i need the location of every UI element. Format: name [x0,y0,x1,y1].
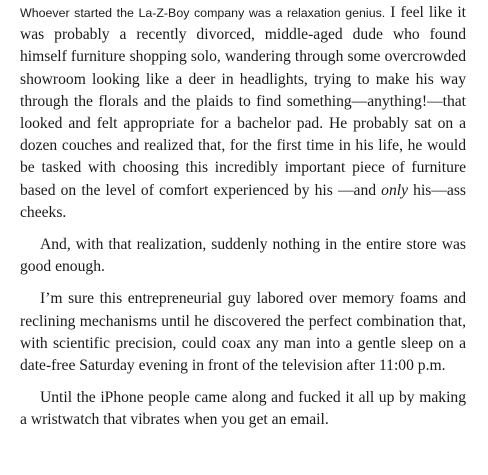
paragraph-4: Until the iPhone people came along and fucked it all up by making a wristwatch that vibrates when you get an email. [20,389,466,429]
opening-sentence: Whoever started the La-Z-Boy company was a relaxation genius. [20,6,386,20]
paragraph-1-ending: his—ass cheeks. [20,181,466,221]
paragraph-3: I’m sure this entrepreneurial guy labored over memory foams and reclining mechanisms until he discovered the perfect combination that, with scientific precision, could coax any man into a gentle sleep on a date-free Saturday evening in front of the television after 11:00 p.m. [20,290,466,375]
paragraph-1 [20,2,466,224]
paragraph-1-text: I feel like it was probably a recently divorced, middle-aged dude who found himself furniture shopping solo, wandering through some overcrowded showroom looking like a deer in headlights, trying to make his way through the florals and the plaids to find something—anything!—that looked and felt appropriate for a bachelor pad. He probably sat on a dozen couches and realized that, for the first time in his life, he would be tasked with choosing this incredibly important piece of furniture based on the level of comfort experienced by his —and [20,4,466,199]
paragraph-2: And, with that realization, suddenly nothing in the entire store was good enough. [20,236,466,276]
emphasis-only: only [381,181,409,199]
